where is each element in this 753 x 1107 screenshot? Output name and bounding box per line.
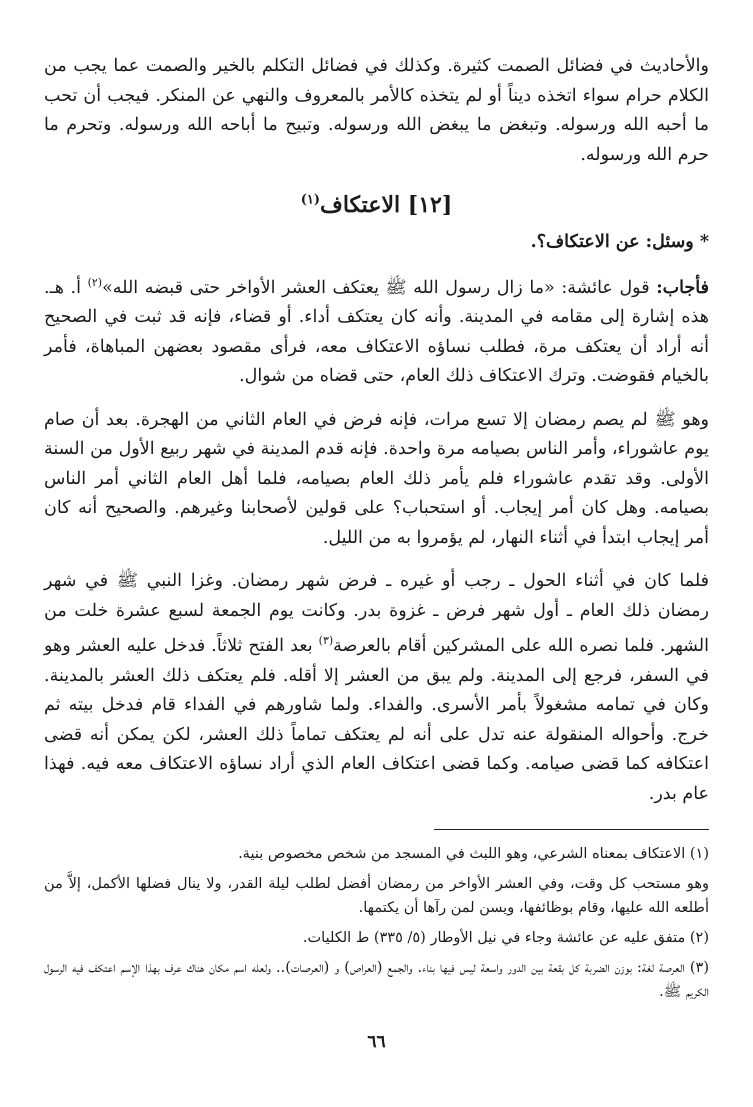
ramadan-paragraph: وهو ﷺ لم يصم رمضان إلا تسع مرات، فإنه فرض في العام الثاني من الهجرة. بعد أن صام يوم عاشوراء، وأمر الناس بصيامه مرة واحدة. فإنه قدم المدينة في شهر ربيع الأول من السنة الأولى. وقد تقدم عاشوراء فلم يأمر ذلك العام بصيامه، فلما أهل العام الثاني أمر الناس بصيامه. وهل كان أمر إيجاب. أو استحباب؟ على قولين لأصحابنا وغيرهم. والصحيح أنه كان أمر إيجاب ابتدأ في أثناء النهار، لم يؤمروا به من الليل. — [44, 409, 709, 548]
answer-footnote-ref: (٢) — [87, 276, 103, 289]
heading-title: الاعتكاف — [320, 192, 401, 218]
page-body — [44, 52, 709, 1010]
footnote-2: (٢) متفق عليه عن عائشة وجاء في نيل الأوطار (٥/ ٣٣٥) ط الكليات. — [302, 930, 709, 947]
badr-footnote-ref: (٣) — [318, 634, 334, 648]
footnotes — [44, 842, 709, 1004]
heading-number: [١٢] — [407, 192, 453, 218]
footnote-3: (٣) العرصة لغة: بوزن الضربة كل بقعة بين الدور واسعة ليس فيها بناء. والجمع (العراص) و (العرصات).. ولعله اسم مكان هناك عرف بهذا الإسم اعتكف فيه الرسول الكريم ﷺ. — [44, 960, 709, 1001]
answer-paragraph — [44, 268, 709, 392]
badr-paragraph — [44, 567, 709, 809]
answer-text: أ. هـ. هذه إشارة إلى مقامه في المدينة. وأنه كان يعتكف أداء. أو قضاء، فإنه قد ثبت في الصحيح أنه أراد أن يعتكف مرة، فطلب نساؤه الاعتكاف معه، فرأى مقصود بعضهن المباهاة، فأمر بالخيام فقوضت. وترك الاعتكاف ذلك العام، حتى قضاه من شوال. — [44, 277, 709, 387]
question-line: * وسئل: عن الاعتكاف؟. — [530, 232, 709, 252]
footnote-1: (١) الاعتكاف بمعناه الشرعي، وهو اللبث في المسجد من شخص مخصوص بنية. — [238, 846, 709, 863]
section-heading — [44, 192, 709, 218]
heading-footnote-ref: (١) — [300, 192, 321, 208]
page-number: ٦٦ — [367, 1032, 386, 1052]
answer-label: فأجاب: — [656, 277, 709, 298]
badr-text-part1: فلما كان في أثناء الحول ـ رجب أو غيره ـ فرض شهر رمضان. وغزا النبي ﷺ في شهر رمضان ذلك العام ـ أول شهر فرض ـ غزوة بدر. وكانت يوم الجمعة لسبع عشرة خلت من الشهر. فلما نصره الله على المشركين أقام بالعرصة — [44, 571, 709, 657]
intro-paragraph: والأحاديث في فضائل الصمت كثيرة. وكذلك في فضائل التكلم بالخير والصمت عما يجب من الكلام حرام سواء اتخذه ديناً أو لم يتخذه كالأمر بالمعروف والنهي عن المنكر. فيجب أن تحب ما أحبه الله ورسوله. وتبغض ما يبغض الله ورسوله. وتبيح ما أباحه الله ورسوله. وتحرم ما حرم الله ورسوله. — [44, 56, 709, 165]
badr-text-part2: بعد الفتح ثلاثاً. فدخل عليه العشر وهو في السفر، فرجع إلى المدينة. ولم يبق من العشر إلا أقله. فلم يعتكف ذلك العشر بالمدينة. وكان في تمامه مشغولاً بأمر الأسرى. والفداء. ولما شاورهم في الفداء قام فدخل بيته ثم خرج. وأحواله المنقولة عنه تدل على أنه لم يعتكف تماماً ذلك العشر، لكن يمكن أنه قضى اعتكافه كما قضى صيامه. وكما قضى اعتكاف العام الذي أراد نساؤه الاعتكاف معه فيه. فهذا عام بدر. — [44, 636, 709, 804]
footnote-divider — [434, 829, 709, 830]
footnote-1-continuation: وهو مستحب كل وقت، وفي العشر الأواخر من رمضان أفضل لطلب ليلة القدر، ولا ينال فضلها الأكمل، إلاَّ من أطلعه الله عليها، وقام بوظائفها، ويسن لمن رآها أن يكتمها. — [44, 876, 709, 917]
answer-quote: قول عائشة: «ما زال رسول الله ﷺ يعتكف العشر الأواخر حتى قبضه الله» — [102, 277, 650, 298]
